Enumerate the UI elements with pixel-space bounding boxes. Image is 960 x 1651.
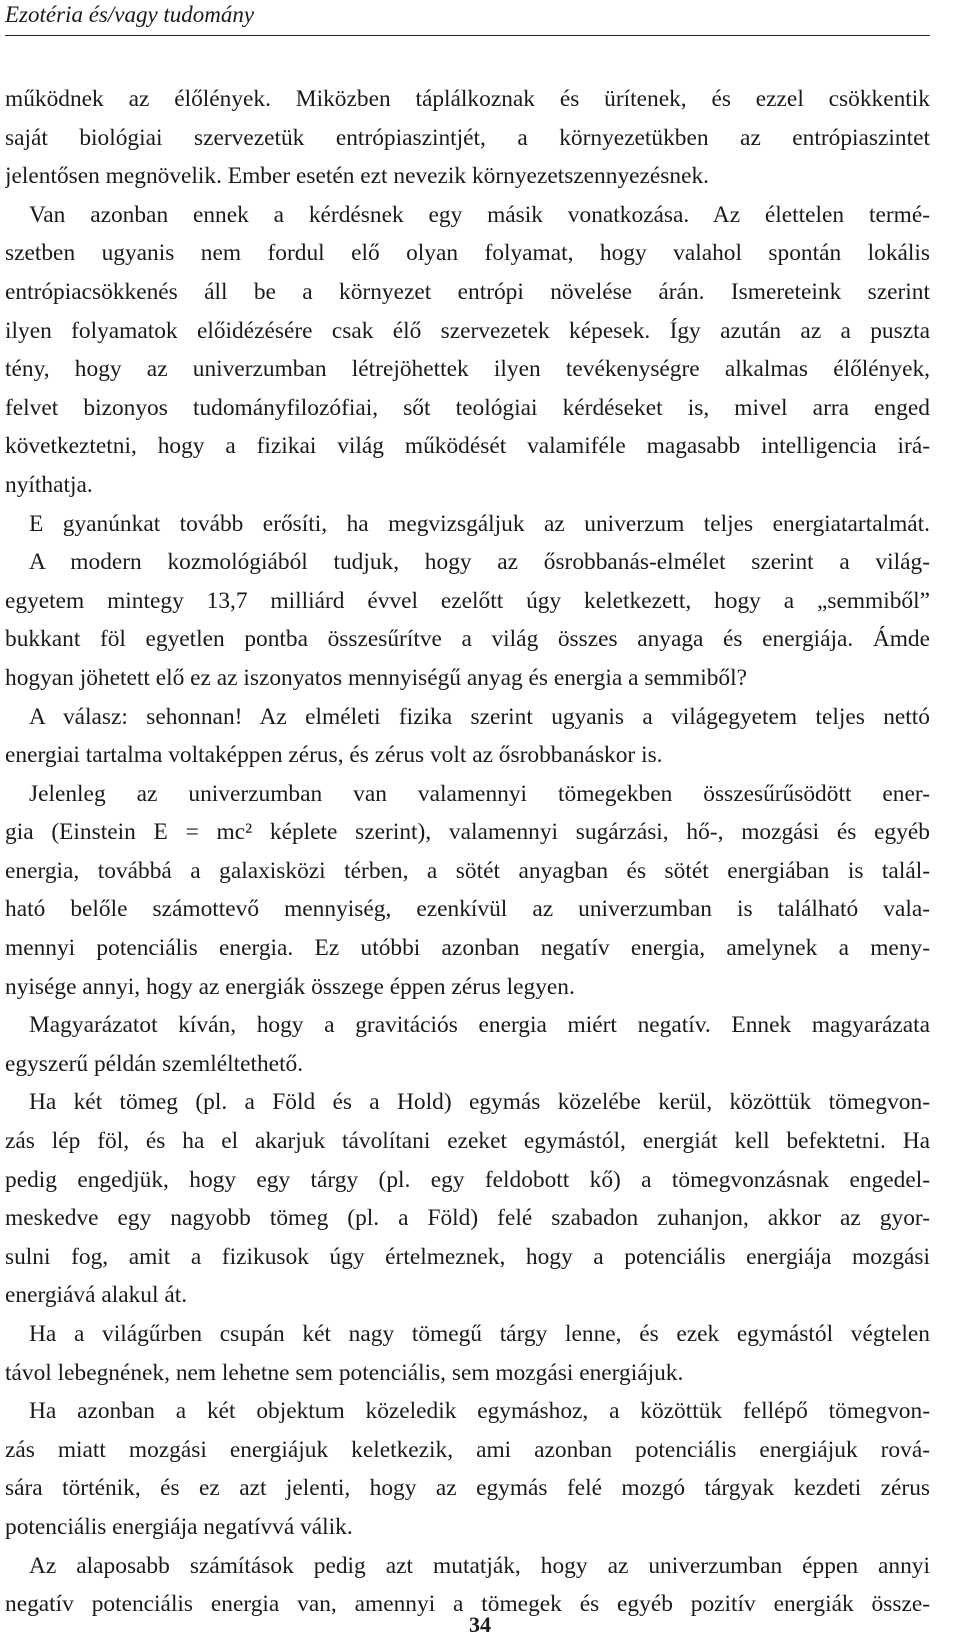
text-line: Ha azonban a két objektum közeledik egymáshoz, a közöttük fellépő tömegvon-	[29, 1398, 930, 1425]
text-line: meskedve egy nagyobb tömeg (pl. a Föld) felé szabadon zuhanjon, akkor az gyor-	[5, 1205, 930, 1232]
text-line: pedig engedjük, hogy egy tárgy (pl. egy feldobott kő) a tömegvonzásnak engedel-	[5, 1166, 930, 1193]
text-line: energia, továbbá a galaxisközi térben, a sötét anyagban és sötét energiában is talál-	[5, 857, 930, 884]
text-line: energiai tartalma voltaképpen zérus, és zérus volt az ősrobbanáskor is.	[5, 742, 663, 769]
text-line: Ha két tömeg (pl. a Föld és a Hold) egymás közelébe kerül, közöttük tömegvon-	[29, 1089, 930, 1116]
text-line: bukkant föl egyetlen pontba összesűrítve a világ összes anyaga és energiája. Ámde	[5, 626, 930, 653]
text-line: entrópiacsökkenés áll be a környezet entrópi növelése árán. Ismereteink szerint	[5, 278, 930, 305]
text-line: sára történik, és ez azt jelenti, hogy az egymás felé mozgó tárgyak kezdeti zérus	[5, 1475, 930, 1502]
body-text	[5, 80, 930, 1624]
text-line: felvet bizonyos tudományfilozófiai, sőt teológiai kérdéseket is, mivel arra enged	[5, 394, 930, 421]
text-line: hogyan jöhetett elő ez az iszonyatos mennyiségű anyag és energia a semmiből?	[5, 664, 747, 691]
text-line: sulni fog, amit a fizikusok úgy értelmeznek, hogy a potenciális energiája mozgási	[5, 1243, 930, 1270]
text-line: távol lebegnének, nem lehetne sem potenciális, sem mozgási energiájuk.	[5, 1359, 684, 1386]
text-line: E gyanúnkat tovább erősíti, ha megvizsgáljuk az univerzum teljes energiatartalmát.	[29, 510, 930, 537]
text-line: A modern kozmológiából tudjuk, hogy az ősrobbanás-elmélet szerint a világ-	[29, 549, 930, 576]
text-line: Jelenleg az univerzumban van valamennyi tömegekben összesűrűsödött ener-	[29, 780, 930, 807]
text-line: Az alaposabb számítások pedig azt mutatják, hogy az univerzumban éppen annyi	[29, 1552, 930, 1579]
text-line: működnek az élőlények. Miközben táplálkoznak és ürítenek, és ezzel csökkentik	[5, 86, 930, 112]
text-line: ható belőle számottevő mennyiség, ezenkívül az univerzumban is található vala-	[5, 896, 930, 923]
text-line: ilyen folyamatok előidézésére csak élő szervezetek képesek. Így azután az a puszta	[5, 317, 930, 344]
text-line: nyisége annyi, hogy az energiák összege éppen zérus legyen.	[5, 973, 575, 1000]
text-line: zás miatt mozgási energiájuk keletkezik, ami azonban potenciális energiájuk rová-	[5, 1436, 930, 1463]
text-line: Ha a világűrben csupán két nagy tömegű tárgy lenne, és ezek egymástól végtelen	[29, 1321, 930, 1347]
text-line: Magyarázatot kíván, hogy a gravitációs energia miért negatív. Ennek magyarázata	[29, 1012, 930, 1039]
text-line: energiává alakul át.	[5, 1282, 188, 1309]
text-line: potenciális energiája negatívvá válik.	[5, 1513, 353, 1540]
text-line: következtetni, hogy a fizikai világ működését valamiféle magasabb intelligencia irá-	[5, 433, 930, 460]
text-line: nyíthatja.	[5, 471, 93, 498]
text-line: jelentősen megnövelik. Ember esetén ezt nevezik környezetszennyezésnek.	[5, 163, 710, 190]
text-line: szetben ugyanis nem fordul elő olyan folyamat, hogy valahol spontán lokális	[5, 240, 930, 267]
page-number: 34	[469, 1612, 491, 1637]
text-line: Van azonban ennek a kérdésnek egy másik vonatkozása. Az élettelen termé-	[29, 201, 930, 228]
text-line: A válasz: sehonnan! Az elméleti fizika szerint ugyanis a világegyetem teljes nettó	[29, 703, 930, 730]
text-line: zás lép föl, és ha el akarjuk távolítani ezeket egymástól, energiát kell befektetni. Ha	[5, 1128, 930, 1155]
header-rule	[5, 35, 930, 36]
text-line: egyetem mintegy 13,7 milliárd évvel ezelőtt úgy keletkezett, hogy a „semmiből”	[5, 587, 930, 614]
text-line: saját biológiai szervezetük entrópiaszintjét, a környezetükben az entrópiaszintet	[5, 124, 930, 151]
text-line: tény, hogy az univerzumban létrejöhettek ilyen tevékenységre alkalmas élőlények,	[5, 356, 930, 383]
text-line: egyszerű példán szemléltethető.	[5, 1050, 304, 1077]
running-head: Ezotéria és/vagy tudomány	[5, 2, 255, 27]
text-line: mennyi potenciális energia. Ez utóbbi azonban negatív energia, amelynek a meny-	[5, 935, 930, 962]
text-line: negatív potenciális energia van, amennyi a tömegek és egyéb pozitív energiák össze-	[5, 1591, 930, 1618]
text-line: gia (Einstein E = mc² képlete szerint), valamennyi sugárzási, hő-, mozgási és egyéb	[5, 819, 930, 846]
